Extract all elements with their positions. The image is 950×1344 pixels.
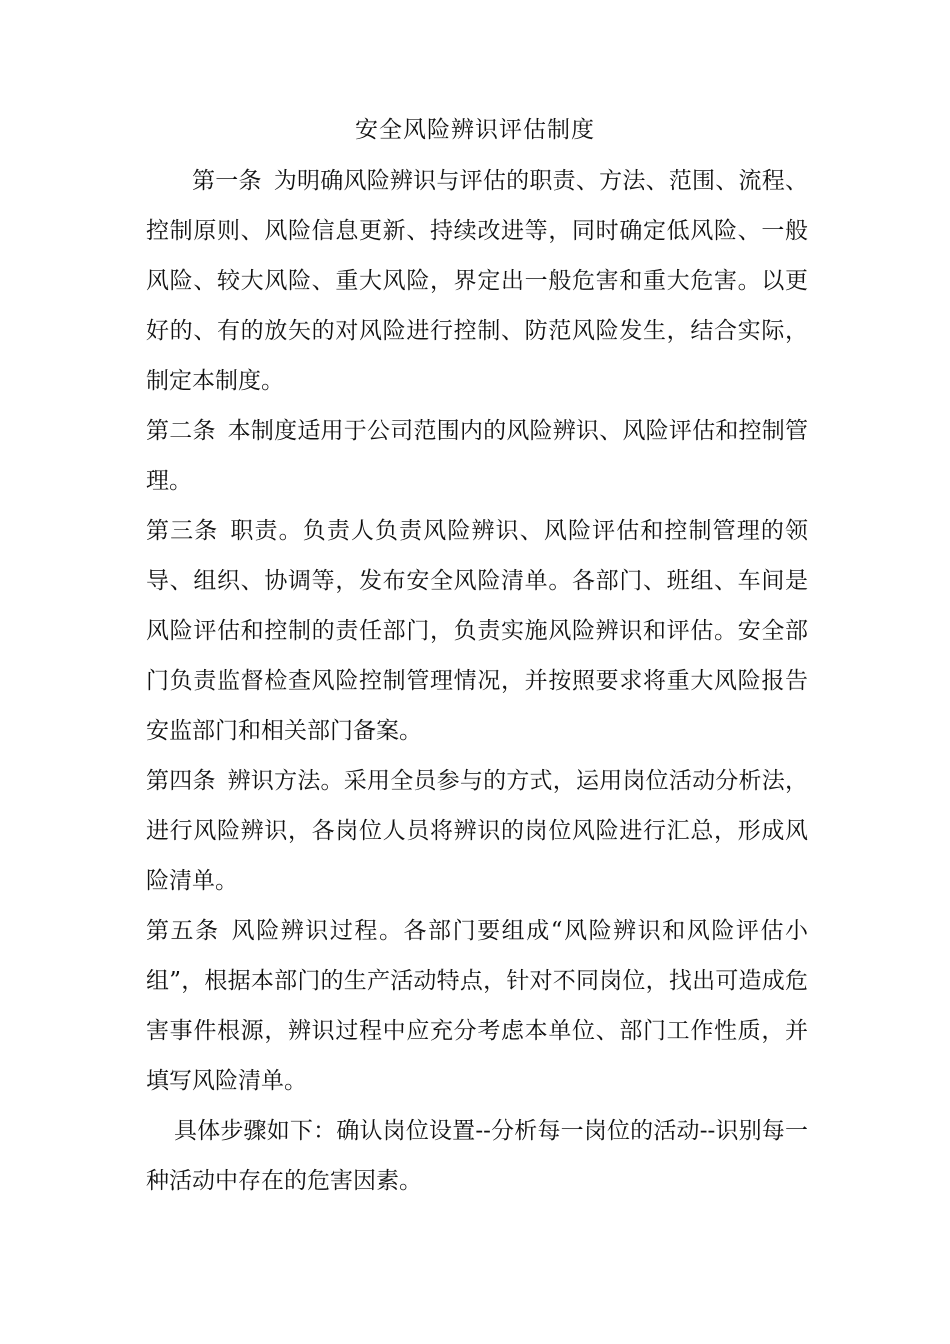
clause-number: 第二条	[146, 418, 216, 444]
paragraph-article-5	[146, 906, 808, 1106]
paragraph-text: 辨识方法。采用全员参与的方式，运用岗位活动分析法，进行风险辨识，各岗位人员将辨识的岗位风险进行汇总，形成风险清单。	[146, 768, 809, 894]
paragraph-text: 本制度适用于公司范围内的风险辨识、风险评估和控制管理。	[146, 418, 809, 494]
paragraph-text: 为明确风险辨识与评估的职责、方法、范围、流程、控制原则、风险信息更新、持续改进等，同时确定低风险、一般风险、较大风险、重大风险，界定出一般危害和重大危害。以更好的、有的放矢的对风险进行控制、防范风险发生，结合实际，制定本制度。	[146, 168, 809, 394]
document-title: 安全风险辨识评估制度	[355, 117, 595, 143]
paragraph-text: 具体步骤如下：确认岗位设置--分析每一岗位的活动--识别每一种活动中存在的危害因素。	[146, 1118, 808, 1194]
clause-number: 第一条	[192, 168, 262, 194]
clause-number: 第三条	[146, 518, 219, 544]
paragraph-article-4	[146, 756, 808, 906]
clause-number: 第五条	[146, 918, 220, 944]
paragraph-text: 风险辨识过程。各部门要组成“风险辨识和风险评估小组”，根据本部门的生产活动特点，针对不同岗位，找出可造成危害事件根源，辨识过程中应充分考虑本单位、部门工作性质，并填写风险清单。	[146, 918, 809, 1094]
paragraph-article-1	[146, 156, 808, 406]
paragraph-article-3	[146, 506, 808, 756]
paragraph-article-2	[146, 406, 808, 506]
clause-number: 第四条	[146, 768, 216, 794]
paragraph-steps	[146, 1106, 808, 1206]
paragraph-text: 职责。负责人负责风险辨识、风险评估和控制管理的领导、组织、协调等，发布安全风险清单。各部门、班组、车间是风险评估和控制的责任部门，负责实施风险辨识和评估。安全部门负责监督检查风险控制管理情况，并按照要求将重大风险报告安监部门和相关部门备案。	[146, 518, 809, 744]
